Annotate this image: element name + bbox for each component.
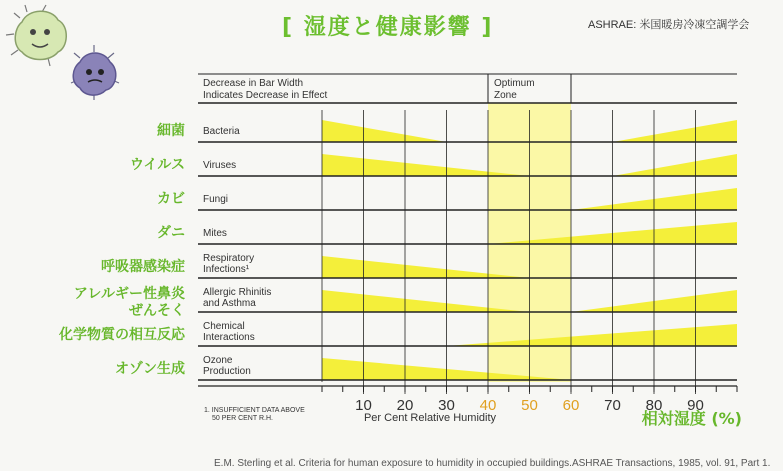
row-label-jp: 化学物質の相互反応 [59, 327, 185, 343]
row-label-en: and Asthma [203, 298, 256, 309]
x-tick-label: 30 [438, 397, 455, 414]
x-tick-label: 20 [396, 397, 414, 414]
x-tick-label: 90 [687, 397, 704, 414]
citation: E.M. Sterling et al. Criteria for human exposure to humidity in occupied buildings.ASHRAE Transactions, 1985, vol. 91, Part 1. [214, 458, 771, 469]
row-label-jp: ぜんそく [129, 303, 185, 319]
x-tick-label: 80 [645, 397, 663, 414]
x-tick-label: 70 [604, 397, 621, 414]
row-label-jp: オゾン生成 [115, 361, 185, 377]
row-label-jp: 細菌 [157, 123, 185, 139]
row-label-jp: ダニ [157, 225, 185, 241]
footnote-line-1: 1. INSUFFICIENT DATA ABOVE [204, 407, 305, 414]
row-label-en: Respiratory [203, 253, 255, 264]
row-label-en: Interactions [203, 332, 255, 343]
header-note-line-2: Indicates Decrease in Effect [203, 90, 328, 101]
bar-high-humidity [613, 120, 738, 142]
x-tick-label: 50 [521, 397, 538, 414]
x-tick-label: 40 [479, 397, 497, 414]
row-label-en: Ozone [203, 355, 233, 366]
row-label-jp: アレルギー性鼻炎 [73, 286, 185, 302]
optimum-zone-label-1: Optimum [494, 78, 535, 89]
source-label: ASHRAE: 米国暖房冷凍空調学会 [588, 19, 750, 31]
row-label-jp: ウイルス [129, 157, 185, 173]
x-tick-label: 60 [562, 397, 580, 414]
bar-high-humidity [613, 154, 738, 176]
row-label-en: Fungi [203, 194, 229, 205]
x-axis-label: Per Cent Relative Humidity [363, 412, 497, 424]
row-label-en: Bacteria [203, 126, 240, 137]
row-label-jp: カビ [157, 191, 185, 207]
row-label-en: Mites [203, 228, 227, 239]
row-label-en: Infections¹ [203, 264, 250, 275]
optimum-zone-label-2: Zone [494, 90, 517, 101]
row-label-en: Production [203, 366, 251, 377]
row-label-en: Chemical [203, 321, 245, 332]
row-label-jp: 呼吸器感染症 [101, 259, 185, 275]
row-label-en: Viruses [203, 160, 237, 171]
header-note-line-1: Decrease in Bar Width [203, 78, 304, 89]
page-title: [ 湿度と健康影響 ] [282, 15, 494, 40]
footnote-line-2: 50 PER CENT R.H. [212, 415, 273, 422]
bar-low-humidity [322, 120, 447, 142]
row-label-en: Allergic Rhinitis [203, 287, 272, 298]
x-tick-label: 10 [355, 397, 372, 414]
x-axis-label-jp: 相対湿度 (%) [641, 409, 742, 428]
